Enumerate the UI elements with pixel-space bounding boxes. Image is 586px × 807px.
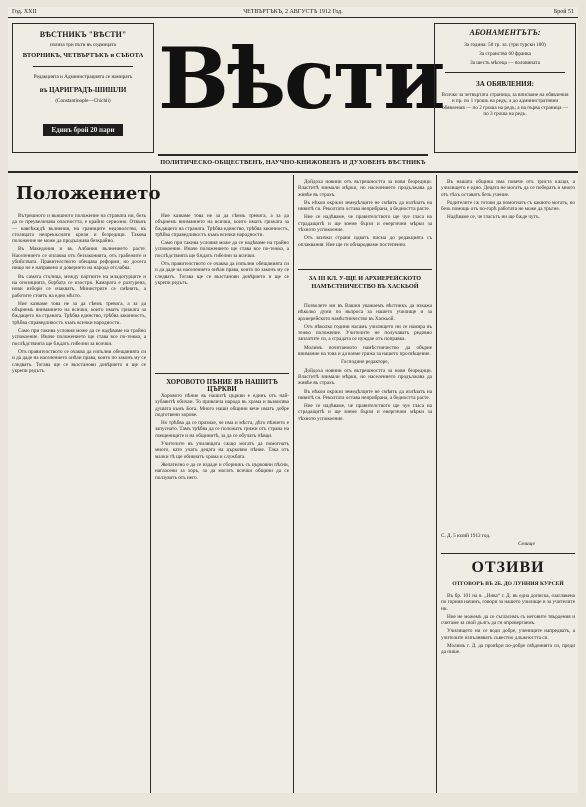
responses-subtitle: ОТГОВОРЪ ВЪ 2Б. ДО ЛУННИЯ КУРСЕЙ bbox=[452, 581, 564, 587]
responses-body bbox=[441, 593, 575, 791]
subscription-line-2: За странство 60 франка bbox=[479, 51, 531, 57]
paragraph: Ние казваме това не за да сѣемъ тревога, а за да обърнемъ вниманието на всички, които иматъ грижата за бѫдащето на страната. Трѣбва единство, трѣбва законностъ, трѣбва справедливостъ къмъ всички народности. bbox=[155, 213, 289, 238]
paragraph: Родителите сѫ готови да помогнатъ съ каквото могатъ, но безъ помощь отъ по-горѣ работата не може да тръгне. bbox=[441, 199, 575, 213]
paragraph: Дойдоха новини отъ вътрешността за нови безредици. Властитѣ взимали мѣрки, но населението продължава да живѣе въ страхъ. bbox=[298, 367, 432, 387]
issue-number: Брой 51 bbox=[553, 9, 574, 15]
lead-article-body bbox=[12, 213, 146, 791]
box-divider bbox=[445, 72, 565, 73]
paragraph: Само при такива условия може да се надѣваме на трайно успокоение. Иначе положението ще става все по-тежко, а послѣдствията ще бѫдатъ гибелни за всички. bbox=[12, 328, 146, 347]
lead-article-title: Положението bbox=[16, 183, 161, 204]
responses-title: ОТЗИВИ bbox=[471, 559, 545, 576]
paragraph: Въ самата столица, между партиите на младотурците и на опозицията, борбата се изостря. Камарата е разтурена, нови избори се очакватъ. Министрите се смѣнятъ, а работите стоятъ на едно мѣсто. bbox=[12, 273, 146, 299]
paragraph: Ние се надѣваме, че правителството ще чуе гласа на страдащитѣ и ще вземе бързи и енергични мѣрки за тѣхното успокоение. bbox=[298, 403, 432, 422]
paragraph: Въ нѣкои окрѫзи земедѣлците не смѣятъ да излѣзатъ на нивитѣ си. Реколтата остава неприбрана, а бедността расте. bbox=[298, 199, 432, 213]
section-rule bbox=[298, 269, 432, 270]
box-divider bbox=[33, 66, 133, 67]
col4-signature-place: Селище bbox=[518, 541, 535, 547]
lead-article-continued bbox=[155, 213, 289, 369]
subscription-line-3: За шесть мѣсеца — половината bbox=[470, 60, 540, 66]
paragraph: Хоровото пѣние въ нашитѣ църкви е единъ отъ най-хубавитѣ обичаи. То привлича народа въ храма и възвисява душата къмъ Бога. Много наши общини вече иматъ добре подготвени хорове. bbox=[155, 393, 289, 418]
paragraph: Отъ нѣколко години насамъ училището ни се намира въ тежко положение. Учителите не получаватъ редовно заплатите си, а сградата се нуждае отъ поправка. bbox=[298, 323, 432, 343]
paragraph: Въ нѣкои окрѫзи земедѣлците не смѣятъ да излѣзатъ на нивитѣ си. Реколтата остава неприбрана, а бедността расте. bbox=[298, 388, 432, 401]
middle-article-body bbox=[155, 393, 289, 791]
paragraph: Въ Македония и въ Албания вълнението расте. Населението се оплаква отъ беззаконията, отъ грабежите и убийствата. Правителството обещава реформи, но досега нищо не е направено и доверието на народа отслабва. bbox=[12, 246, 146, 272]
paragraph: Дойдоха новини отъ вътрешността за нови безредици. Властитѣ взимали мѣрки, но населението продължава да живѣе въ страхъ. bbox=[298, 179, 432, 198]
letter-salutation: Господине редакторе, bbox=[341, 359, 389, 366]
top-rule bbox=[8, 17, 578, 18]
publication-days: ВТОРНИКЪ, ЧЕТВЪРТЪКЪ и СЪБОТА bbox=[22, 52, 144, 59]
paragraph: Ние казваме това не за да сѣемъ тревога, а за да обърнемъ вниманието на всички, които иматъ грижата за бѫдащето на страната. Трѣбва единство, трѣбва законностъ, трѣбва справедливостъ къмъ всички народности. bbox=[12, 300, 146, 326]
price-badge: Единъ брой 20 пари bbox=[43, 124, 123, 136]
year-label: Год. XXII bbox=[12, 9, 37, 15]
masthead-rule bbox=[158, 154, 428, 156]
office-text: Редакцията и Администрацията се намиратъ bbox=[33, 74, 133, 80]
paragraph: Ние се надѣваме, че правителството ще чуе гласа на страдащитѣ и ще вземе бързи и енергични мѣрки за тѣхното успокоение. bbox=[298, 214, 432, 234]
col4-body bbox=[441, 179, 575, 529]
paragraph: Учителите въ училищата сѫщо могатъ да помогнатъ много, като учатъ децата на църковно пѣние. Така отъ малки тѣ ще обикнатъ храма и службата. bbox=[155, 441, 289, 460]
subscription-box bbox=[434, 23, 576, 153]
ads-text: Всичко за четвъртата страница, за вписване на обявления и пр. по 1 грошъ на редъ; а до административни обявления — по 2 гроша на редъ; а на първа страница — по 3 гроша на редъ. bbox=[441, 92, 569, 117]
paragraph: Но трѣбва да се признае, че има и мѣста, дѣто пѣнието е запуснато. Тамъ трѣбва да се положатъ грижи отъ страна на свещениците и на общинитѣ, за да се обучатъ пѣвци. bbox=[155, 420, 289, 439]
publisher-info-box bbox=[12, 23, 154, 153]
middle-section-title: ХОРОВОТО ПѢНИЕ ВЪ НАШИТѢ ЦЪРКВИ bbox=[166, 379, 278, 393]
column-rule bbox=[293, 175, 294, 793]
paragraph: Молимъ почитаемото намѣстничество да обърне внимание на това и да вземе грижа за нашето просвѣщение. bbox=[298, 344, 432, 358]
header-bottom-rule bbox=[8, 171, 578, 173]
paper-name-label: ВѢСТНИКЪ "ВѢСТИ" bbox=[39, 30, 127, 39]
paragraph: Ние не можемъ да се съгласимъ съ неговите твърдения и считаме за свой дългъ да ги опровергаемъ. bbox=[441, 613, 575, 627]
office-place-latin: (Constantinople—Chichli) bbox=[55, 98, 111, 104]
paragraph: Молимъ г. Д. да провѣри по-добре свѣденията си, преди да пише. bbox=[441, 643, 575, 656]
col4-signature: С. Д. 5 юлий 1912 год. bbox=[441, 533, 491, 539]
subscription-line-1: За година: 50 гр. зл. (три турски 100) bbox=[464, 42, 546, 48]
col3-letter-body bbox=[298, 303, 432, 791]
section-rule bbox=[441, 553, 575, 554]
ads-title: ЗА ОБЯВЛЕНИЯ: bbox=[476, 80, 534, 88]
newspaper-page bbox=[8, 7, 578, 793]
paragraph: Вътрешното и външното положение на страната ни, безъ да се преувеличава опасността, е крайно сериозно. Отвънъ — навсѣкѫдѣ вълнения, на границите недоволство, въ столицата непрекѫснати кризи и безредици. Такова положение не може да продължава безкрайно. bbox=[12, 213, 146, 245]
paragraph: Желателно е да се издаде и сборникъ съ църковни пѣсни, нагласени за хоръ, за да могатъ всички общини да се ползуватъ отъ него. bbox=[155, 461, 289, 481]
paragraph: Позволете ми въ Вашия уважаемъ вѣстникъ да изкажа нѣколко думи по въпроса за нашето училище и за архиерейското намѣстничество въ Хаскьой. bbox=[298, 303, 432, 322]
paragraph: Само при такива условия може да се надѣваме на трайно успокоение. Иначе положението ще става все по-тежко, а послѣдствията ще бѫдатъ гибелни за всички. bbox=[155, 240, 289, 259]
column-rule bbox=[436, 175, 437, 793]
frequency-text: излиза три пъти въ седмицата bbox=[50, 42, 116, 48]
subscription-title: АБОНАМЕНТЪТЪ: bbox=[469, 28, 541, 37]
paragraph: Отъ правителството се очаква да изпълни обещанията си и да даде на населението онѣзи права, които по законъ му се следватъ. Тогава ще се възстанови довѣрието и ще се укрепи редътъ. bbox=[12, 348, 146, 374]
paragraph: Въ бр. 101 на в. „Нива“ г. Д. въ една дописка, озаглавена по горния начинъ, говори за нашето училище и за учителите ни. bbox=[441, 593, 575, 612]
col3-section-title: ЗА III КЛ. У-ЩЕ И АРХИЕРЕЙСКОТО НАМѢСТНИЧЕСТВО ВЪ ХАСКЬОЙ bbox=[308, 275, 422, 290]
masthead-subtitle: ПОЛИТИЧЕСКО-ОБЩЕСТВЕНЪ, НАУЧНО-КНИЖОВЕНЪ И ДУХОВЕНЪ ВѢСТНИКЪ bbox=[160, 159, 426, 166]
section-rule bbox=[155, 373, 289, 374]
column-rule bbox=[150, 175, 151, 793]
paragraph: Училището ни се води добре, учениците напредватъ, а учителите изпълняватъ съвестно длъжността си. bbox=[441, 628, 575, 641]
paragraph: Надѣваме се, че гласътъ ни ще бѫде чутъ. bbox=[447, 214, 540, 221]
paragraph: Отъ всички страни идватъ писма до редакцията съ оплаквания. Ние ще ги обнародваме постепенно. bbox=[298, 235, 432, 248]
issue-date: ЧЕТВЪРТЪКЪ, 2 АВГУСТЪ 1912 Год. bbox=[243, 9, 343, 15]
masthead-title: Вѣсти bbox=[158, 29, 444, 128]
office-place: въ ЦАРИГРАДЪ-ШИШЛИ bbox=[39, 86, 127, 94]
news-column-body bbox=[298, 179, 432, 265]
paragraph: Отъ правителството се очаква да изпълни обещанията си и да даде на населението онѣзи права, които по законъ му се следватъ. Тогава ще се възстанови довѣрието и ще се укрепи редътъ. bbox=[155, 261, 289, 286]
paragraph: Въ нашата община има повече отъ триста кѫщи, а училището е едно. Децата не могатъ да се побератъ и много отъ тѣхъ оставатъ безъ учение. bbox=[441, 179, 575, 198]
